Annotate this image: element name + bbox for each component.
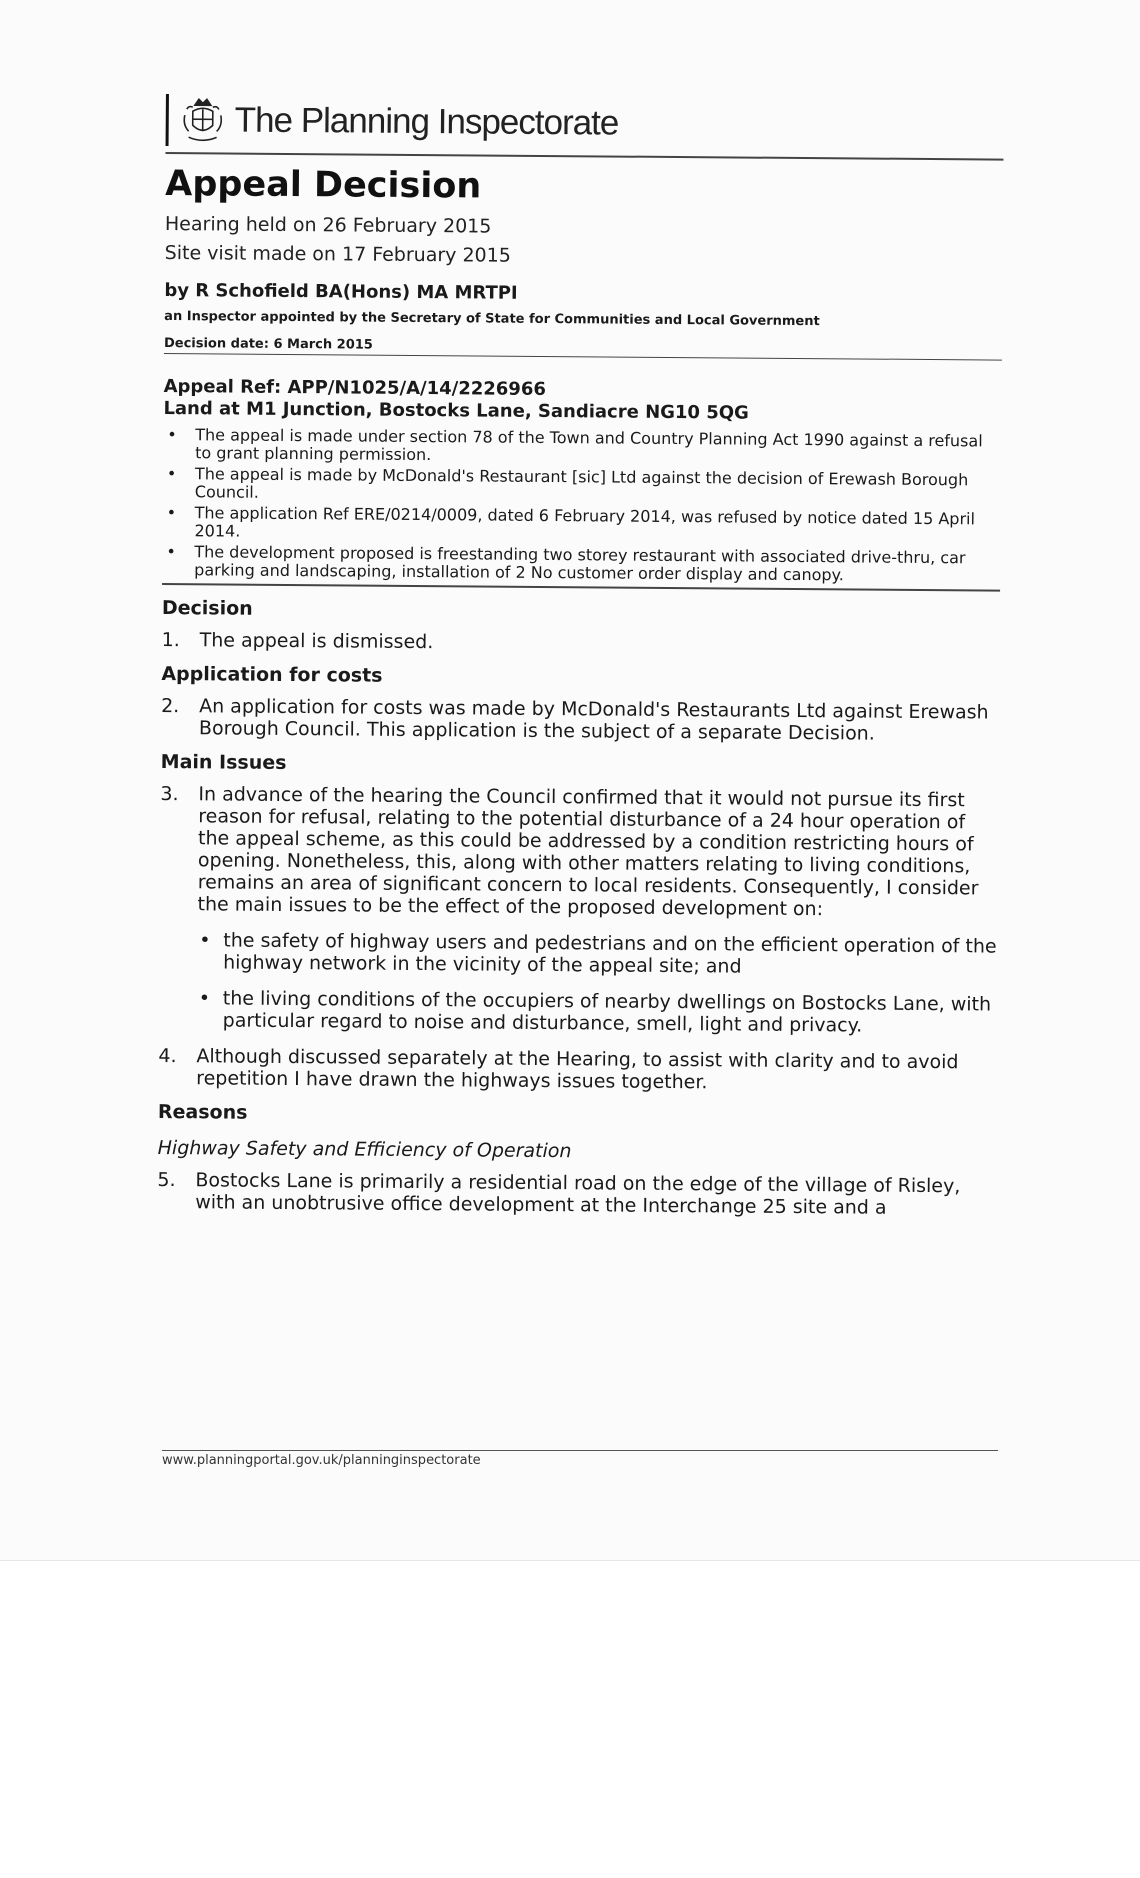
letterhead-bar: [166, 94, 169, 146]
appeal-ref: Appeal Ref: APP/N1025/A/14/2226966: [163, 375, 547, 400]
paragraph-number: 5.: [157, 1168, 176, 1192]
royal-crest-icon: [181, 95, 225, 145]
inspector-name: by R Schofield BA(Hons) MA MRTPI: [164, 279, 518, 304]
inspector-appointment: an Inspector appointed by the Secretary of State for Communities and Local Government: [164, 308, 820, 330]
main-issues-heading: Main Issues: [160, 750, 287, 774]
appeal-land: Land at M1 Junction, Bostocks Lane, Sandiacre NG10 5QG: [163, 397, 749, 424]
paragraph-text: In advance of the hearing the Council confirmed that it would not pursue its first reason for refusal, relating to the potential disturbance of a 24 hour operation of the appeal scheme, as this could be addressed by a condition restricting hours of opening. Nonetheless, this, along with other matters relating to living conditions, remains an area of significant concern to local residents. Consequently, I consider the main issues to be the effect of the proposed development on:: [197, 783, 979, 921]
costs-heading: Application for costs: [161, 662, 383, 687]
footer-url: www.planningportal.gov.uk/planninginspectorate: [162, 1450, 998, 1468]
paragraph-text: An application for costs was made by McDonald's Restaurants Ltd against Erewash Borough Council. This application is the subject of a separate Decision.: [198, 695, 989, 745]
main-issue-item: • the living conditions of the occupiers of nearby dwellings on Bostocks Lane, with particular regard to noise and disturbance, smell, light and privacy.: [197, 987, 997, 1037]
paragraph-number: 4.: [158, 1044, 177, 1068]
page-title: Appeal Decision: [165, 163, 482, 207]
letterhead: [165, 88, 1003, 159]
paragraph-text: The appeal is dismissed.: [199, 629, 434, 654]
brand-name: The Planning Inspectorate: [234, 100, 619, 143]
appeal-bullet: • The appeal is made by McDonald's Restaurant [sic] Ltd against the decision of Erewash Borough Council.: [163, 465, 1001, 508]
paragraph-2: [161, 695, 999, 746]
site-visit-date: Site visit made on 17 February 2015: [164, 241, 511, 267]
paragraph-3: [160, 783, 999, 922]
paragraph-number: 3.: [160, 782, 179, 806]
appeal-bullet: • The development proposed is freestanding two storey restaurant with associated drive-thru, car parking and landscaping, installation of 2 No customer order display and canopy.: [162, 543, 1000, 586]
paragraph-text: Although discussed separately at the Hearing, to assist with clarity and to avoid repetition I have drawn the highways issues together.: [196, 1045, 959, 1094]
paragraph-5: [157, 1169, 995, 1220]
paragraph-4: [158, 1045, 996, 1096]
main-issues-list: [197, 929, 998, 1037]
paragraph-number: 1.: [161, 628, 180, 652]
paragraph-number: 2.: [161, 694, 180, 718]
main-issue-item: • the safety of highway users and pedestrians and on the efficient operation of the highway network in the vicinity of the appeal site; and: [197, 929, 997, 979]
reasons-heading: Reasons: [157, 1100, 248, 1124]
appeal-bullet: • The appeal is made under section 78 of the Town and Country Planning Act 1990 against a refusal to grant planning permission.: [163, 426, 1001, 469]
appeal-bullet: • The application Ref ERE/0214/0009, dated 6 February 2014, was refused by notice dated 15 April 2014.: [162, 504, 1000, 547]
paragraph-text: Bostocks Lane is primarily a residential road on the edge of the village of Risley, with an unobtrusive office development at the Interchange 25 site and a: [195, 1169, 961, 1219]
appeal-bullets: [162, 426, 1001, 586]
document-content: [157, 88, 1004, 1220]
decision-heading: Decision: [161, 596, 253, 620]
reasons-subheading: Highway Safety and Efficiency of Operation: [157, 1136, 572, 1163]
paragraph-1: [162, 629, 1000, 658]
hearing-date: Hearing held on 26 February 2015: [164, 212, 492, 238]
decision-date: Decision date: 6 March 2015: [164, 336, 1002, 361]
